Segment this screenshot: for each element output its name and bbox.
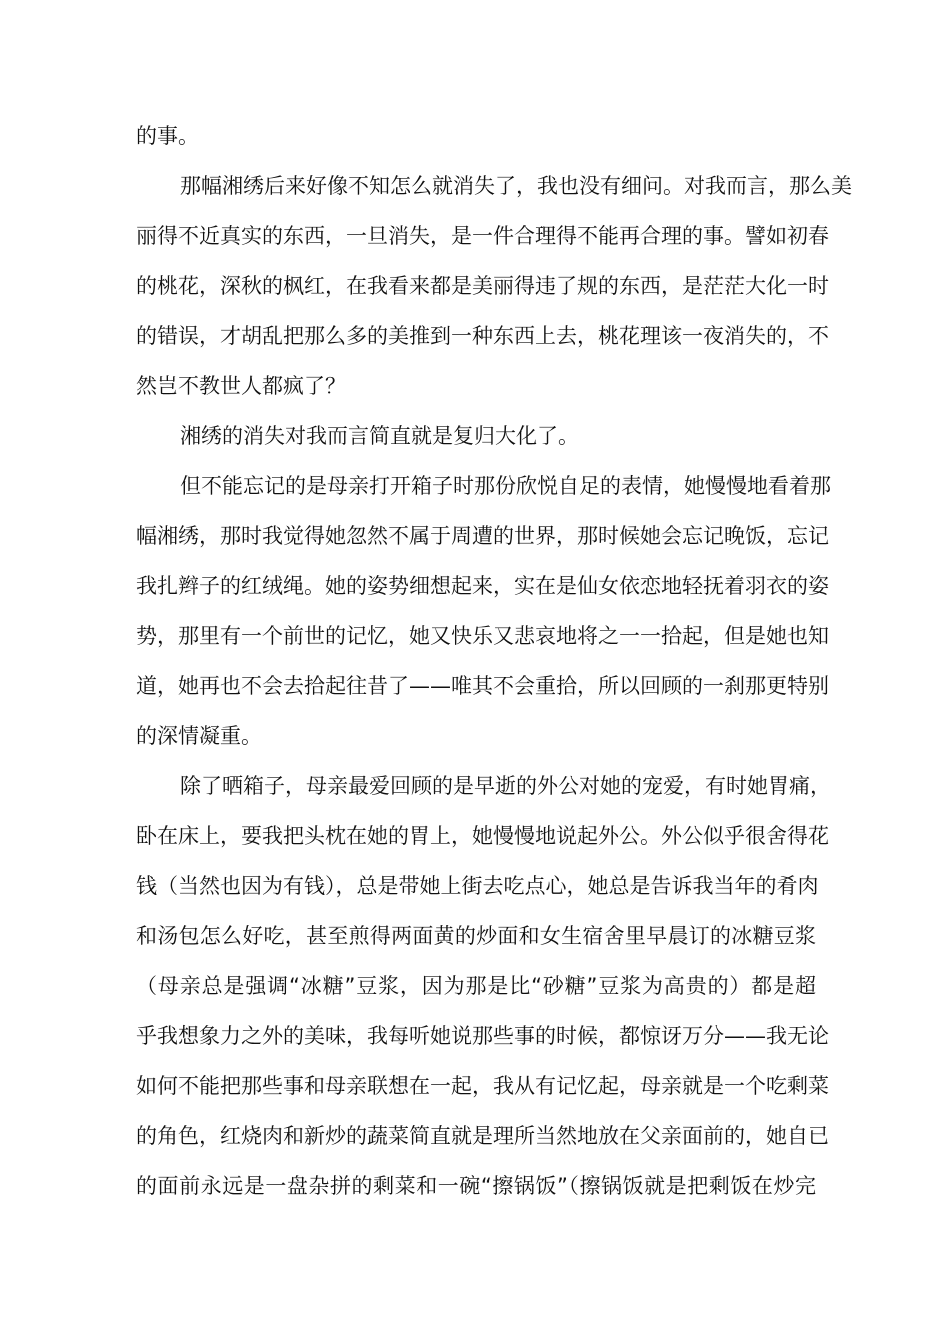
text-line: 卧在床上，要我把头枕在她的胃上，她慢慢地说起外公。外公似乎很舍得花: [136, 824, 829, 848]
text-line: 湘绣的消失对我而言简直就是复归大化了。: [180, 424, 579, 448]
text-line: 和汤包怎么好吃，甚至煎得两面黄的炒面和女生宿舍里早晨订的冰糖豆浆: [136, 924, 816, 948]
text-line: 但不能忘记的是母亲打开箱子时那份欣悦自足的表情，她慢慢地看着那: [180, 474, 831, 498]
text-line: 我扎辫子的红绒绳。她的姿势细想起来，实在是仙女依恋地轻抚着羽衣的姿: [136, 574, 829, 598]
text-line: 幅湘绣，那时我觉得她忽然不属于周遭的世界，那时候她会忘记晚饭，忘记: [136, 524, 829, 548]
text-line: 的深情凝重。: [136, 724, 262, 748]
text-line: 丽得不近真实的东西，一旦消失，是一件合理得不能再合理的事。譬如初春: [136, 224, 829, 248]
text-line: 那幅湘绣后来好像不知怎么就消失了，我也没有细问。对我而言，那么美: [180, 174, 852, 198]
text-line: 除了晒箱子，母亲最爱回顾的是早逝的外公对她的宠爱，有时她胃痛，: [180, 774, 831, 798]
text-line: 的桃花，深秋的枫红，在我看来都是美丽得违了规的东西，是茫茫大化一时: [136, 274, 829, 298]
text-line: （母亲总是强调“冰糖”豆浆，因为那是比“砂糖”豆浆为高贵的）都是超: [136, 974, 816, 998]
text-line: 如何不能把那些事和母亲联想在一起，我从有记忆起，母亲就是一个吃剩菜: [136, 1074, 829, 1098]
text-line: 道，她再也不会去拾起往昔了——唯其不会重拾，所以回顾的一刹那更特别: [136, 674, 829, 698]
text-line: 然岂不教世人都疯了？: [136, 374, 346, 398]
text-line: 的错误，才胡乱把那么多的美推到一种东西上去，桃花理该一夜消失的，不: [136, 324, 829, 348]
text-line: 势，那里有一个前世的记忆，她又快乐又悲哀地将之一一拾起，但是她也知: [136, 624, 829, 648]
text-line: 钱（当然也因为有钱），总是带她上街去吃点心，她总是告诉我当年的肴肉: [136, 874, 819, 898]
text-line: 的事。: [136, 124, 199, 148]
text-line: 的角色，红烧肉和新炒的蔬菜简直就是理所当然地放在父亲面前的，她自已: [136, 1124, 829, 1148]
text-line: 乎我想象力之外的美味，我每听她说那些事的时候，都惊讶万分——我无论: [136, 1024, 829, 1048]
text-line: 的面前永远是一盘杂拼的剩菜和一碗“擦锅饭”（擦锅饭就是把剩饭在炒完: [136, 1174, 816, 1198]
